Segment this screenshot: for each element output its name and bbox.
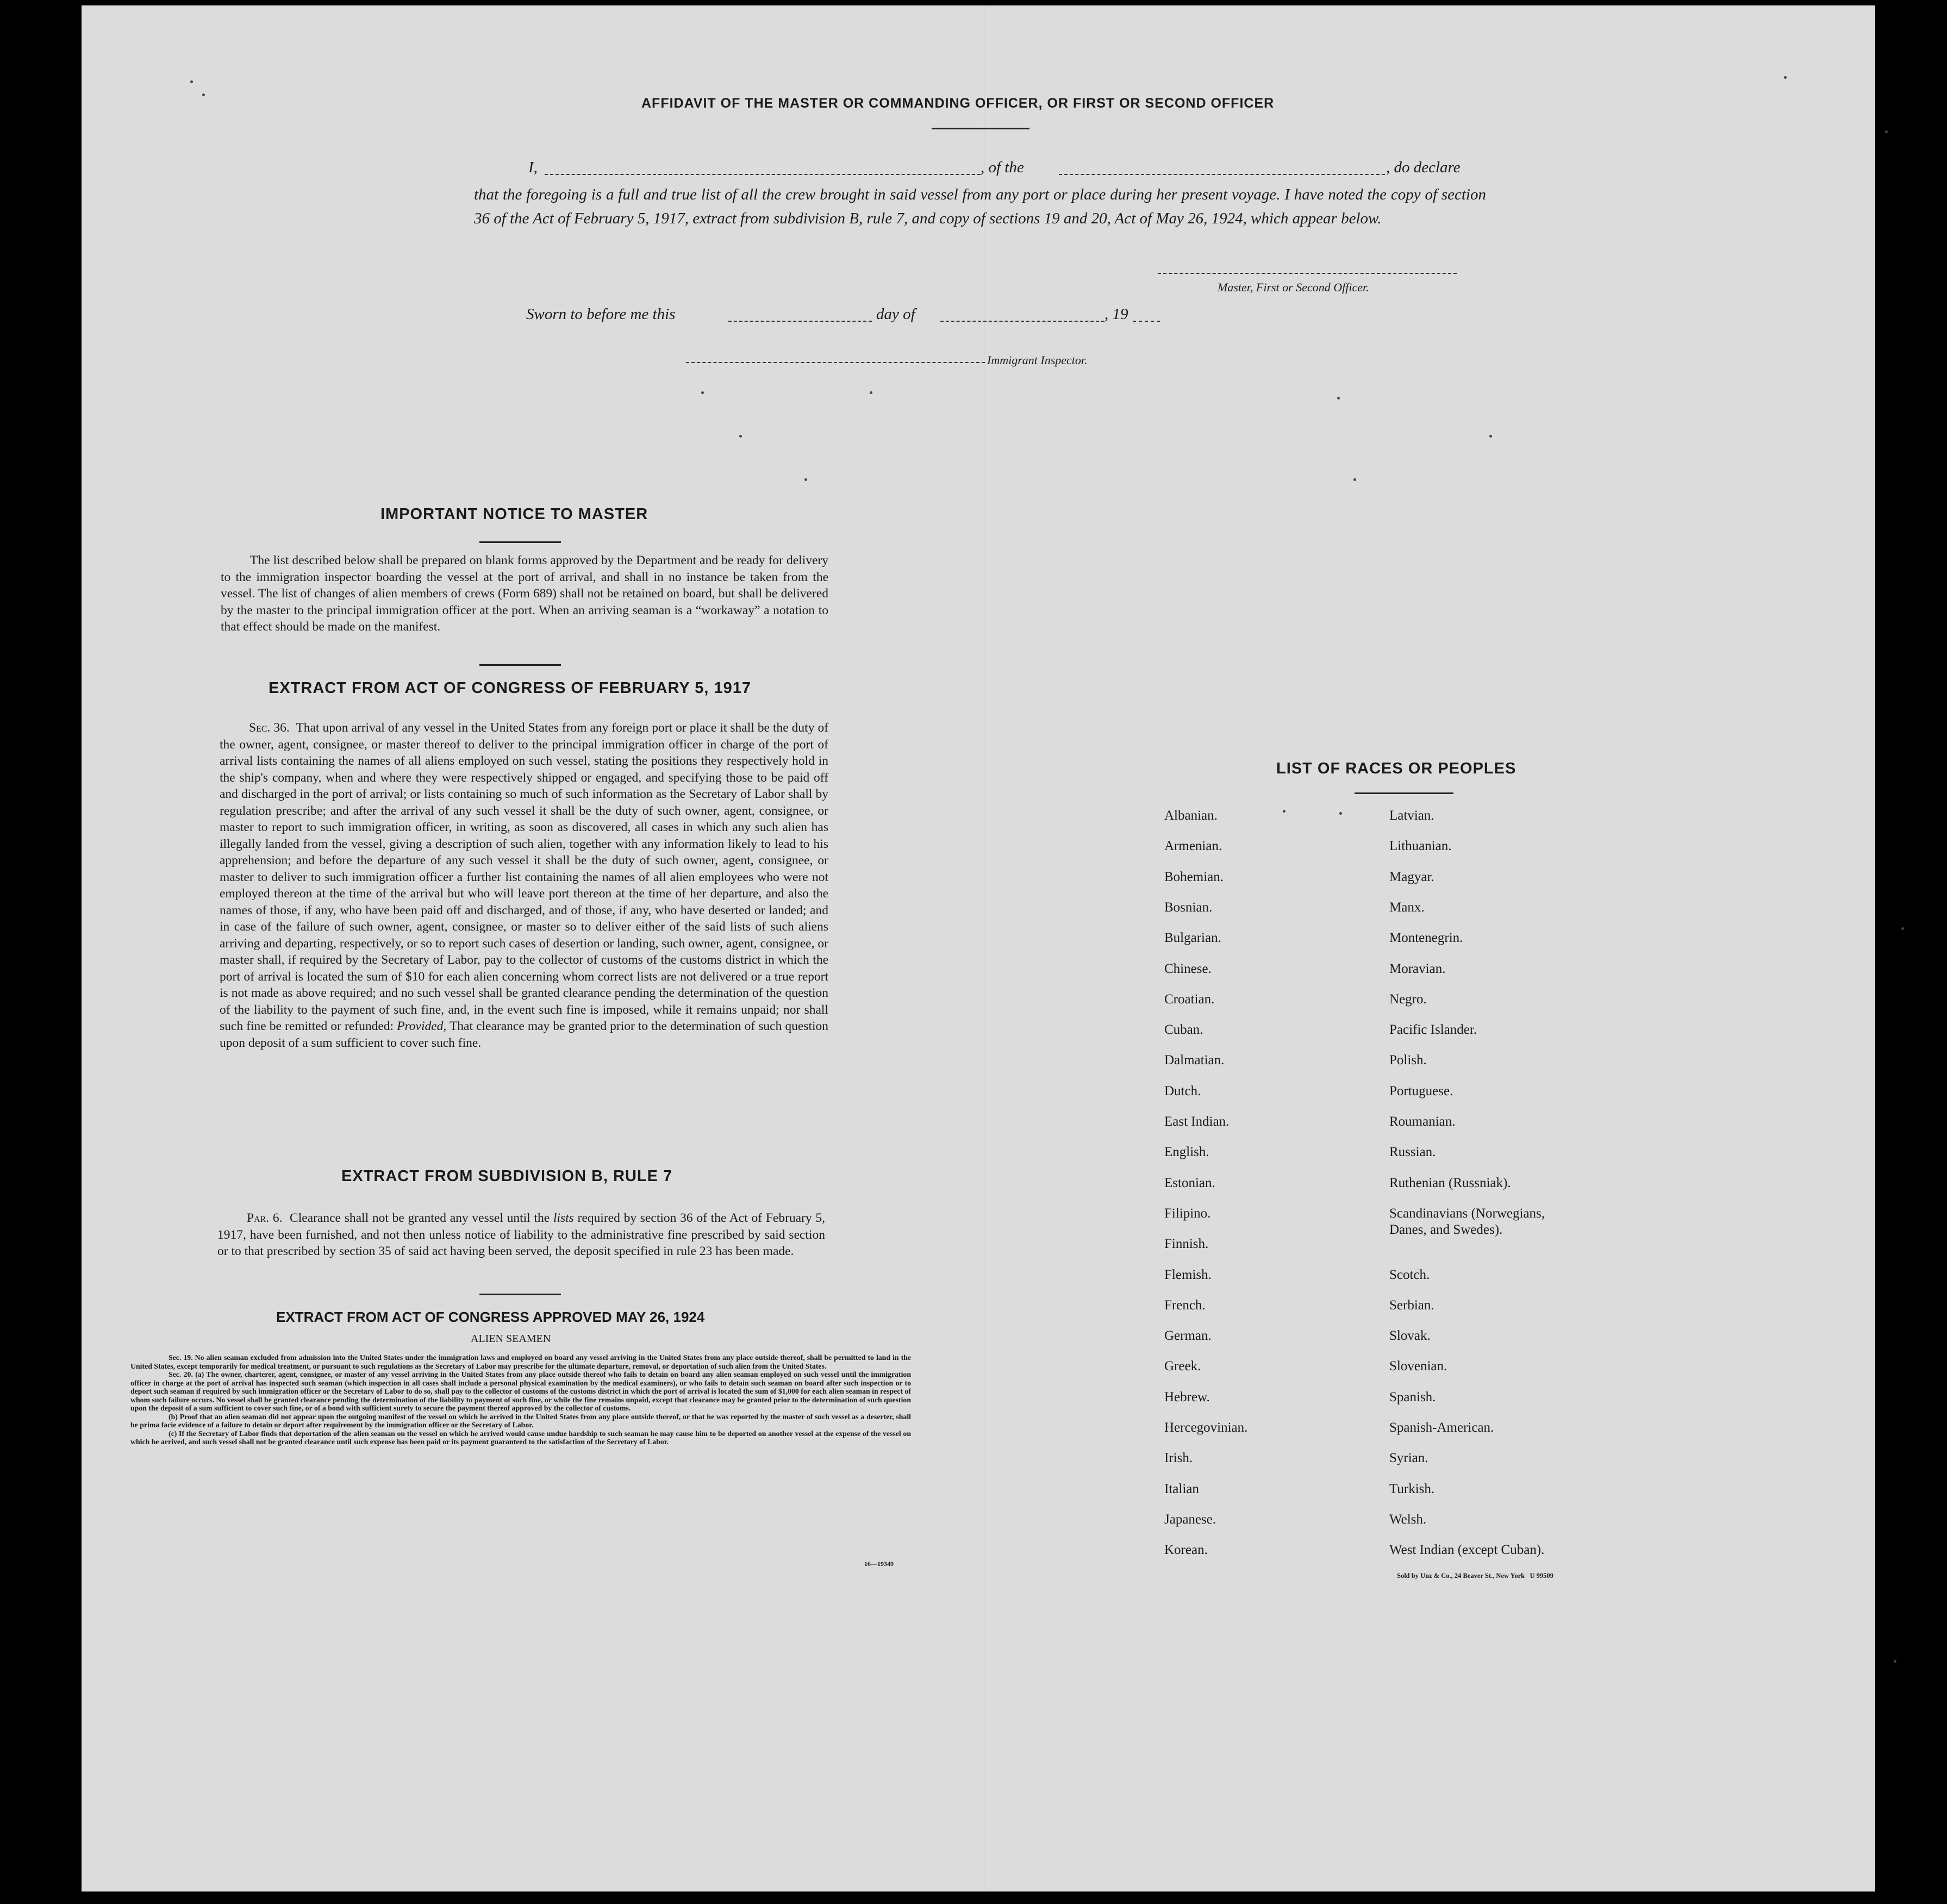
extract-1924-text xyxy=(130,1353,911,1446)
races-title: LIST OF RACES OR PEOPLES xyxy=(1276,760,1517,777)
races-right-column xyxy=(1389,808,1694,1569)
punch-hole xyxy=(1879,289,1907,317)
punch-hole xyxy=(1879,57,1907,85)
sec-20a: Sec. 20. (a) The owner, charterer, agent, consignee, or master of any vessel arriving in the United States from any place outside thereof who fails to detain on board any alien seaman employed on such vessel until the immigration officer in charge at the port of arrival has inspected such seaman (which inspection in all cases shall include a personal physical examination by the medical examiners), or who fails to detain such seaman on board after such inspection or to deport such seaman if required by such immigration officer or the Secretary of Labor to do so, shall pay to the collector of customs of the customs district in which the port of arrival is located the sum of $1,000 for each alien seaman in respect of whom such failure occurs. No vessel shall be granted clearance pending the determination of the liability to payment of such fine, or while the fine remains unpaid, except that clearance may be granted prior to the determination of such question upon the deposit of a sum sufficient to cover such fine, or of a bond with sufficient surety to secure the payment thereof approved by the collector of customs. xyxy=(130,1370,911,1412)
extract-1924-title: EXTRACT FROM ACT OF CONGRESS APPROVED MAY 26, 1924 xyxy=(276,1309,705,1325)
punch-hole xyxy=(1877,1158,1906,1186)
master-signature-line[interactable] xyxy=(1158,273,1457,274)
sec-36-label: Sec. 36. xyxy=(249,721,290,735)
sec-36-end: That clearance may be granted prior to the determination of such question upon deposit of a sum sufficient to cover such fine. xyxy=(220,1019,829,1050)
race-item: Syrian. xyxy=(1389,1451,1428,1466)
speck xyxy=(804,478,807,481)
sworn-label: Sworn to before me this xyxy=(526,305,676,323)
race-item: Pacific Islander. xyxy=(1389,1022,1477,1038)
race-item: Latvian. xyxy=(1389,808,1434,823)
race-item: Hercegovinian. xyxy=(1164,1420,1248,1435)
races-left-column xyxy=(1164,808,1371,1569)
race-item: Albanian. xyxy=(1164,808,1218,823)
race-item: Hebrew. xyxy=(1164,1389,1210,1404)
race-item: Chinese. xyxy=(1164,961,1212,976)
punch-hole xyxy=(1877,1508,1906,1536)
do-declare-label: , do declare xyxy=(1386,159,1461,176)
printer-note: Sold by Unz & Co., 24 Beaver St., New York U 99509 xyxy=(1397,1572,1553,1580)
inspector-signature-line[interactable] xyxy=(686,362,985,363)
par-6-text-b: required by section 36 of the Act of February 5, 1917, have been furnished, and not then unless notice of liability to the administrative fine prescribed by said section or to that prescribed by section 35 of said act having been served, the deposit specified in rule 23 has been made. xyxy=(217,1211,826,1258)
speck xyxy=(1885,130,1888,133)
sec-36-body: That upon arrival of any vessel in the United States from any foreign port or place it shall be the duty of the owner, agent, consignee, or master thereof to deliver to the principal immigration officer in charge of the port of arrival lists containing the names of all aliens employed on such vessel, stating the positions they respectively hold in the ship's company, when and where they were respectively shipped or engaged, and specifying those to be paid off and discharged in the port of arrival; or lists containing so much of such information as the Secretary of Labor shall by regulation prescribe; and after the arrival of any such vessel it shall be the duty of such owner, agent, consignee, or master to report to such immigration officer, in writing, as soon as discovered, all cases in which any such alien has illegally landed from the vessel, giving a description of such alien, together with any information likely to lead to his apprehension; and before the departure of any such vessel it shall be the duty of such owner, agent, consignee, or master to deliver to such immigration officer a further list containing the names of all alien employees who were not employed thereon at the time of the arrival but who will leave port thereon at the time of her departure, and also the names of those, if any, who have been paid off and discharged, and of those, if any, who have deserted or landed; and in case of the failure of such owner, agent, consignee, or master so to deliver either of the said lists of such aliens arriving and departing, respectively, or so to report such cases of desertion or landing, such owner, agent, consignee, or master shall, if required by the Secretary of Labor, pay to the collector of customs of the customs district in which the port of arrival is located the sum of $10 for each alien concerning whom correct lists are not delivered or a true report is not made as above required; and no such vessel shall be granted clearance pending the determination of the question of the liability to the payment of such fine, and, in the event such fine is imposed, while it remains unpaid; nor shall such fine be remitted or refunded: xyxy=(220,721,829,1033)
declaration-line-1 xyxy=(528,159,1490,183)
divider xyxy=(1355,792,1453,794)
day-blank[interactable] xyxy=(728,321,872,322)
race-item: Finnish. xyxy=(1164,1237,1209,1252)
race-item: Negro. xyxy=(1389,991,1427,1007)
race-item: Flemish. xyxy=(1164,1267,1212,1282)
rule-7-text xyxy=(217,1210,825,1260)
race-item: Lithuanian. xyxy=(1389,839,1452,854)
speck xyxy=(1894,1660,1896,1663)
punch-hole xyxy=(1877,549,1906,577)
race-item: Greek. xyxy=(1164,1359,1201,1374)
of-the-label: , of the xyxy=(981,159,1024,176)
punch-hole xyxy=(1879,170,1902,193)
race-item: Italian xyxy=(1164,1481,1199,1496)
speck xyxy=(1489,435,1492,438)
sworn-line xyxy=(526,305,1178,329)
race-item: Korean. xyxy=(1164,1543,1208,1558)
speck xyxy=(1901,927,1904,930)
form-number: 16—19349 xyxy=(864,1560,894,1568)
race-item: Filipino. xyxy=(1164,1206,1211,1221)
race-item: Cuban. xyxy=(1164,1022,1203,1038)
provided-label: Provided, xyxy=(397,1019,447,1033)
master-signature-label: Master, First or Second Officer. xyxy=(1218,280,1369,294)
speck xyxy=(739,435,742,438)
page-fold xyxy=(983,5,985,1891)
race-item: Portuguese. xyxy=(1389,1083,1453,1098)
par-6-label: Par. 6. xyxy=(247,1211,283,1225)
race-item: Bulgarian. xyxy=(1164,931,1221,946)
master-signature-area xyxy=(1158,273,1457,294)
race-item: Welsh. xyxy=(1389,1512,1427,1527)
speck xyxy=(1353,478,1356,481)
race-item: Ruthenian (Russniak). xyxy=(1389,1175,1511,1190)
race-item: Dutch. xyxy=(1164,1083,1201,1098)
rule-7-title: EXTRACT FROM SUBDIVISION B, RULE 7 xyxy=(341,1168,673,1185)
race-item: Magyar. xyxy=(1389,869,1434,884)
race-item: Turkish. xyxy=(1389,1481,1435,1496)
race-item: Moravian. xyxy=(1389,961,1446,976)
extract-1917-text xyxy=(220,720,828,1051)
race-item: Roumanian. xyxy=(1389,1114,1456,1129)
sec-20b: (b) Proof that an alien seaman did not appear upon the outgoing manifest of the vessel on which he arrived in the United States from any place outside thereof, or that he was reported by the master of such vessel as a deserter, shall be prima facie evidence of a failure to detain or deport after requirement by the immigration officer or the Secretary of Labor. xyxy=(130,1412,911,1429)
notice-text: The list described below shall be prepared on blank forms approved by the Department and be ready for delivery to the immigration inspector boarding the vessel at the port of arrival, and shall in no instance be taken from the vessel. The list of changes of alien members of crews (Form 689) shall not be retained on board, but shall be delivered by the master to the principal immigration officer at the port. When an arriving seaman is a “workaway” a notation to that effect should be made on the manifest. xyxy=(221,553,828,634)
race-item: Bosnian. xyxy=(1164,900,1213,915)
divider xyxy=(932,128,1029,129)
day-of-label: day of xyxy=(876,305,915,323)
punch-hole xyxy=(1879,200,1907,228)
sec-19: Sec. 19. No alien seaman excluded from admission into the United States under the immigration laws and employed on board any vessel arriving in the United States from any place outside thereof, shall be permitted to land in the United States, except temporarily for medical treatment, or pursuant to such regulations as the Secretary of Labor may prescribe for the ultimate departure, removal, or deportation of such alien from the United States. xyxy=(130,1353,911,1370)
race-item: Spanish. xyxy=(1389,1389,1436,1404)
race-item: Slovak. xyxy=(1389,1328,1431,1344)
speck xyxy=(202,93,205,96)
race-item: Japanese. xyxy=(1164,1512,1216,1527)
race-item: Polish. xyxy=(1389,1053,1427,1068)
inspector-label: Immigrant Inspector. xyxy=(987,353,1088,367)
race-item: Croatian. xyxy=(1164,991,1215,1007)
race-item: Bohemian. xyxy=(1164,869,1224,884)
alien-seamen-subtitle: ALIEN SEAMEN xyxy=(471,1333,551,1345)
race-item: Armenian. xyxy=(1164,839,1222,854)
i-label: I, xyxy=(528,159,538,176)
divider xyxy=(479,541,561,543)
race-item: German. xyxy=(1164,1328,1212,1344)
punch-hole xyxy=(1877,639,1906,667)
race-item: Montenegrin. xyxy=(1389,931,1463,946)
year-label: , 19 xyxy=(1104,305,1128,323)
speck xyxy=(701,391,704,394)
name-blank[interactable] xyxy=(545,174,981,175)
race-item: Scotch. xyxy=(1389,1267,1430,1282)
race-item: Spanish-American. xyxy=(1389,1420,1494,1435)
month-blank[interactable] xyxy=(940,321,1104,322)
race-item: Manx. xyxy=(1389,900,1425,915)
race-item: Scandinavians (Norwegians, Danes, and Swedes). xyxy=(1389,1206,1545,1237)
affidavit-title: AFFIDAVIT OF THE MASTER OR COMMANDING OFFICER, OR FIRST OR SECOND OFFICER xyxy=(641,96,1275,111)
notice-title: IMPORTANT NOTICE TO MASTER xyxy=(380,505,648,523)
speck xyxy=(1337,397,1340,399)
race-item: Serbian. xyxy=(1389,1297,1434,1313)
race-item: Irish. xyxy=(1164,1451,1193,1466)
year-blank[interactable] xyxy=(1133,321,1160,322)
race-item: English. xyxy=(1164,1145,1209,1160)
race-item: Estonian. xyxy=(1164,1175,1215,1190)
race-item: French. xyxy=(1164,1297,1206,1313)
race-item: Russian. xyxy=(1389,1145,1436,1160)
vessel-blank[interactable] xyxy=(1059,174,1385,175)
divider xyxy=(479,1294,561,1295)
punch-hole xyxy=(1877,1247,1906,1275)
divider xyxy=(479,664,561,666)
race-item: Slovenian. xyxy=(1389,1359,1447,1374)
race-item: Dalmatian. xyxy=(1164,1053,1225,1068)
inspector-line xyxy=(686,352,1132,372)
declaration-text: that the foregoing is a full and true list of all the crew brought in said vessel from any port or place during her present voyage. I have noted the copy of section 36 of the Act of February 5, 1917, extract from subdivision B, rule 7, and copy of sections 19 and 20, Act of May 26, 1924, which appear below. xyxy=(474,186,1486,227)
race-item: East Indian. xyxy=(1164,1114,1230,1129)
lists-word: lists xyxy=(553,1211,574,1225)
race-item: West Indian (except Cuban). xyxy=(1389,1543,1545,1558)
extract-1917-title: EXTRACT FROM ACT OF CONGRESS OF FEBRUARY 5, 1917 xyxy=(269,679,752,697)
speck xyxy=(190,80,193,83)
speck xyxy=(870,391,872,394)
sec-20c: (c) If the Secretary of Labor finds that deportation of the alien seaman on the vessel on which he arrived would cause undue hardship to such seaman he may cause him to be deported on another vessel at the expense of the vessel on which he arrived, and such vessel shall not be granted clearance until such expense has been paid or its payment guaranteed to the satisfaction of the Secretary of Labor. xyxy=(130,1429,911,1446)
speck xyxy=(1784,76,1787,79)
punch-hole xyxy=(1877,1598,1906,1626)
par-6-text-a: Clearance shall not be granted any vessel until the xyxy=(290,1211,550,1225)
